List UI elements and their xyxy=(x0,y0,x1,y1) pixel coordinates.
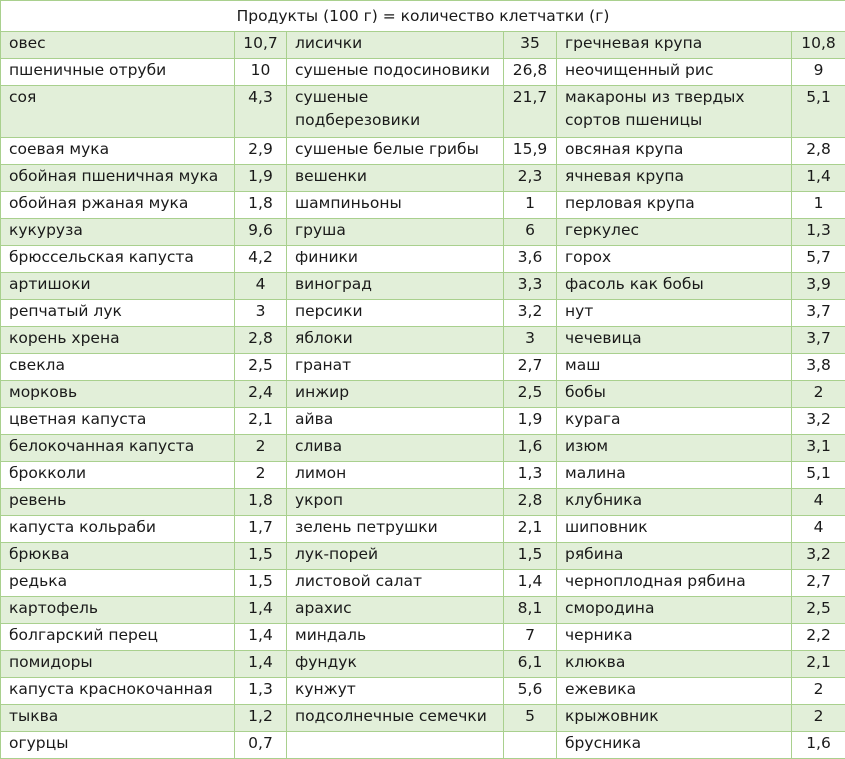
fiber-value-cell: 2 xyxy=(235,435,287,462)
fiber-value-cell: 1,4 xyxy=(235,597,287,624)
table-row xyxy=(1,489,845,516)
product-name-cell: цветная капуста xyxy=(1,408,235,435)
table-row xyxy=(1,435,845,462)
product-name-cell: слива xyxy=(287,435,504,462)
table-row xyxy=(1,273,845,300)
fiber-value-cell: 3,6 xyxy=(504,246,557,273)
fiber-value-cell: 2,1 xyxy=(504,516,557,543)
fiber-value-cell: 2,4 xyxy=(235,381,287,408)
fiber-value-cell: 2,3 xyxy=(504,165,557,192)
fiber-value-cell: 2,7 xyxy=(792,570,845,597)
fiber-value-cell: 7 xyxy=(504,624,557,651)
fiber-value-cell: 1,3 xyxy=(504,462,557,489)
fiber-value-cell: 3 xyxy=(235,300,287,327)
product-name-cell: вешенки xyxy=(287,165,504,192)
fiber-value-cell: 1,7 xyxy=(235,516,287,543)
product-name-cell: подсолнечные семечки xyxy=(287,705,504,732)
fiber-value-cell: 5,6 xyxy=(504,678,557,705)
product-name-cell: ячневая крупа xyxy=(557,165,792,192)
table-row xyxy=(1,705,845,732)
fiber-value-cell: 10 xyxy=(235,59,287,86)
fiber-value-cell: 2,8 xyxy=(792,138,845,165)
table-row xyxy=(1,138,845,165)
product-name-cell: кунжут xyxy=(287,678,504,705)
table-row xyxy=(1,462,845,489)
product-name-cell: неочищенный рис xyxy=(557,59,792,86)
table-row xyxy=(1,381,845,408)
fiber-value-cell: 5,1 xyxy=(792,86,845,138)
product-name-cell: сушеные подосиновики xyxy=(287,59,504,86)
product-name-cell: соя xyxy=(1,86,235,138)
product-name-cell: фасоль как бобы xyxy=(557,273,792,300)
product-name-cell: лук-порей xyxy=(287,543,504,570)
product-name-cell: помидоры xyxy=(1,651,235,678)
fiber-value-cell: 15,9 xyxy=(504,138,557,165)
fiber-value-cell: 2 xyxy=(792,678,845,705)
product-name-cell: ревень xyxy=(1,489,235,516)
table-row xyxy=(1,651,845,678)
fiber-value-cell: 3,1 xyxy=(792,435,845,462)
fiber-value-cell: 10,7 xyxy=(235,32,287,59)
product-name-cell: бобы xyxy=(557,381,792,408)
product-name-cell: брокколи xyxy=(1,462,235,489)
product-name-cell: обойная ржаная мука xyxy=(1,192,235,219)
product-name-cell: клюква xyxy=(557,651,792,678)
fiber-value-cell: 6 xyxy=(504,219,557,246)
fiber-value-cell: 1 xyxy=(792,192,845,219)
table-row xyxy=(1,597,845,624)
product-name-cell: смородина xyxy=(557,597,792,624)
fiber-value-cell: 1,2 xyxy=(235,705,287,732)
product-name-cell: свекла xyxy=(1,354,235,381)
fiber-value-cell: 1,8 xyxy=(235,192,287,219)
fiber-value-cell: 1,9 xyxy=(235,165,287,192)
fiber-value-cell: 2,5 xyxy=(504,381,557,408)
product-name-cell: овес xyxy=(1,32,235,59)
fiber-value-cell: 2,7 xyxy=(504,354,557,381)
table-row xyxy=(1,624,845,651)
product-name-cell: груша xyxy=(287,219,504,246)
product-name-cell: миндаль xyxy=(287,624,504,651)
product-name-cell: геркулес xyxy=(557,219,792,246)
table-row xyxy=(1,678,845,705)
table-row xyxy=(1,59,845,86)
product-name-cell: тыква xyxy=(1,705,235,732)
product-name-cell: чечевица xyxy=(557,327,792,354)
fiber-value-cell: 1,4 xyxy=(235,651,287,678)
product-name-cell: пшеничные отруби xyxy=(1,59,235,86)
fiber-value-cell: 1,5 xyxy=(504,543,557,570)
fiber-value-cell: 2,2 xyxy=(792,624,845,651)
table-row xyxy=(1,192,845,219)
fiber-value-cell: 2,8 xyxy=(235,327,287,354)
product-name-cell: рябина xyxy=(557,543,792,570)
fiber-value-cell: 4 xyxy=(792,516,845,543)
fiber-value-cell: 10,8 xyxy=(792,32,845,59)
fiber-value-cell: 6,1 xyxy=(504,651,557,678)
product-name-cell: артишоки xyxy=(1,273,235,300)
fiber-value-cell: 35 xyxy=(504,32,557,59)
product-name-cell: клубника xyxy=(557,489,792,516)
table-title-row xyxy=(1,1,845,32)
product-name-cell: черноплодная рябина xyxy=(557,570,792,597)
fiber-value-cell: 3,9 xyxy=(792,273,845,300)
table-row xyxy=(1,32,845,59)
table-row xyxy=(1,408,845,435)
fiber-value-cell: 2 xyxy=(235,462,287,489)
fiber-value-cell: 1,4 xyxy=(235,624,287,651)
product-name-cell: айва xyxy=(287,408,504,435)
product-name-cell: капуста кольраби xyxy=(1,516,235,543)
product-name-cell: белокочанная капуста xyxy=(1,435,235,462)
product-name-cell: листовой салат xyxy=(287,570,504,597)
fiber-value-cell: 4 xyxy=(792,489,845,516)
product-name-cell: лисички xyxy=(287,32,504,59)
fiber-value-cell xyxy=(504,732,557,759)
product-name-cell: горох xyxy=(557,246,792,273)
product-name-cell: шиповник xyxy=(557,516,792,543)
product-name-cell: макароны из твердых сортов пшеницы xyxy=(557,86,792,138)
fiber-value-cell: 8,1 xyxy=(504,597,557,624)
fiber-value-cell: 2,1 xyxy=(792,651,845,678)
table-row xyxy=(1,732,845,759)
product-name-cell: крыжовник xyxy=(557,705,792,732)
fiber-value-cell: 1,4 xyxy=(504,570,557,597)
fiber-value-cell: 2,9 xyxy=(235,138,287,165)
product-name-cell: огурцы xyxy=(1,732,235,759)
table-row xyxy=(1,246,845,273)
product-name-cell: зелень петрушки xyxy=(287,516,504,543)
product-name-cell: морковь xyxy=(1,381,235,408)
product-name-cell: маш xyxy=(557,354,792,381)
fiber-value-cell: 2,5 xyxy=(792,597,845,624)
product-name-cell: малина xyxy=(557,462,792,489)
product-name-cell: черника xyxy=(557,624,792,651)
table-row xyxy=(1,354,845,381)
product-name-cell: инжир xyxy=(287,381,504,408)
table-row xyxy=(1,219,845,246)
fiber-value-cell: 1,9 xyxy=(504,408,557,435)
table-row xyxy=(1,327,845,354)
product-name-cell: капуста краснокочанная xyxy=(1,678,235,705)
product-name-cell: обойная пшеничная мука xyxy=(1,165,235,192)
product-name-cell: соевая мука xyxy=(1,138,235,165)
product-name-cell: болгарский перец xyxy=(1,624,235,651)
fiber-value-cell: 1,4 xyxy=(792,165,845,192)
fiber-value-cell: 1,6 xyxy=(504,435,557,462)
table-row xyxy=(1,165,845,192)
product-name-cell: финики xyxy=(287,246,504,273)
product-name-cell: брюссельская капуста xyxy=(1,246,235,273)
product-name-cell: яблоки xyxy=(287,327,504,354)
product-name-cell: репчатый лук xyxy=(1,300,235,327)
product-name-cell: изюм xyxy=(557,435,792,462)
fiber-value-cell: 3,2 xyxy=(792,408,845,435)
product-name-cell: персики xyxy=(287,300,504,327)
fiber-value-cell: 1,3 xyxy=(792,219,845,246)
fiber-value-cell: 1,8 xyxy=(235,489,287,516)
product-name-cell: брюква xyxy=(1,543,235,570)
product-name-cell: курага xyxy=(557,408,792,435)
product-name-cell: лимон xyxy=(287,462,504,489)
product-name-cell: редька xyxy=(1,570,235,597)
fiber-value-cell: 0,7 xyxy=(235,732,287,759)
product-name-cell: картофель xyxy=(1,597,235,624)
fiber-value-cell: 3,8 xyxy=(792,354,845,381)
fiber-value-cell: 1,5 xyxy=(235,570,287,597)
product-name-cell: корень хрена xyxy=(1,327,235,354)
product-name-cell: гречневая крупа xyxy=(557,32,792,59)
product-name-cell: овсяная крупа xyxy=(557,138,792,165)
fiber-value-cell: 2 xyxy=(792,705,845,732)
fiber-value-cell: 1,3 xyxy=(235,678,287,705)
product-name-cell: ежевика xyxy=(557,678,792,705)
product-name-cell: шампиньоны xyxy=(287,192,504,219)
product-name-cell: перловая крупа xyxy=(557,192,792,219)
product-name-cell: виноград xyxy=(287,273,504,300)
fiber-value-cell: 5,1 xyxy=(792,462,845,489)
fiber-value-cell: 3,7 xyxy=(792,327,845,354)
product-name-cell: укроп xyxy=(287,489,504,516)
fiber-value-cell: 5 xyxy=(504,705,557,732)
fiber-value-cell: 3 xyxy=(504,327,557,354)
fiber-value-cell: 2,8 xyxy=(504,489,557,516)
product-name-cell: гранат xyxy=(287,354,504,381)
fiber-value-cell: 1 xyxy=(504,192,557,219)
fiber-value-cell: 1,5 xyxy=(235,543,287,570)
fiber-value-cell: 2,5 xyxy=(235,354,287,381)
fiber-value-cell: 3,2 xyxy=(792,543,845,570)
table-row xyxy=(1,300,845,327)
product-name-cell: брусника xyxy=(557,732,792,759)
fiber-value-cell: 3,7 xyxy=(792,300,845,327)
fiber-value-cell: 21,7 xyxy=(504,86,557,138)
product-name-cell: нут xyxy=(557,300,792,327)
fiber-value-cell: 3,2 xyxy=(504,300,557,327)
fiber-value-cell: 2,1 xyxy=(235,408,287,435)
product-name-cell: сушеные подберезовики xyxy=(287,86,504,138)
product-name-cell xyxy=(287,732,504,759)
product-name-cell: фундук xyxy=(287,651,504,678)
fiber-value-cell: 5,7 xyxy=(792,246,845,273)
fiber-value-cell: 2 xyxy=(792,381,845,408)
fiber-value-cell: 3,3 xyxy=(504,273,557,300)
table-title: Продукты (100 г) = количество клетчатки (г) xyxy=(1,1,845,32)
fiber-value-cell: 4 xyxy=(235,273,287,300)
table-row xyxy=(1,543,845,570)
fiber-value-cell: 9,6 xyxy=(235,219,287,246)
fiber-value-cell: 26,8 xyxy=(504,59,557,86)
table-row xyxy=(1,516,845,543)
fiber-value-cell: 4,2 xyxy=(235,246,287,273)
product-name-cell: арахис xyxy=(287,597,504,624)
product-name-cell: сушеные белые грибы xyxy=(287,138,504,165)
table-row xyxy=(1,570,845,597)
table-row xyxy=(1,86,845,138)
fiber-value-cell: 1,6 xyxy=(792,732,845,759)
fiber-value-cell: 4,3 xyxy=(235,86,287,138)
product-name-cell: кукуруза xyxy=(1,219,235,246)
fiber-value-cell: 9 xyxy=(792,59,845,86)
